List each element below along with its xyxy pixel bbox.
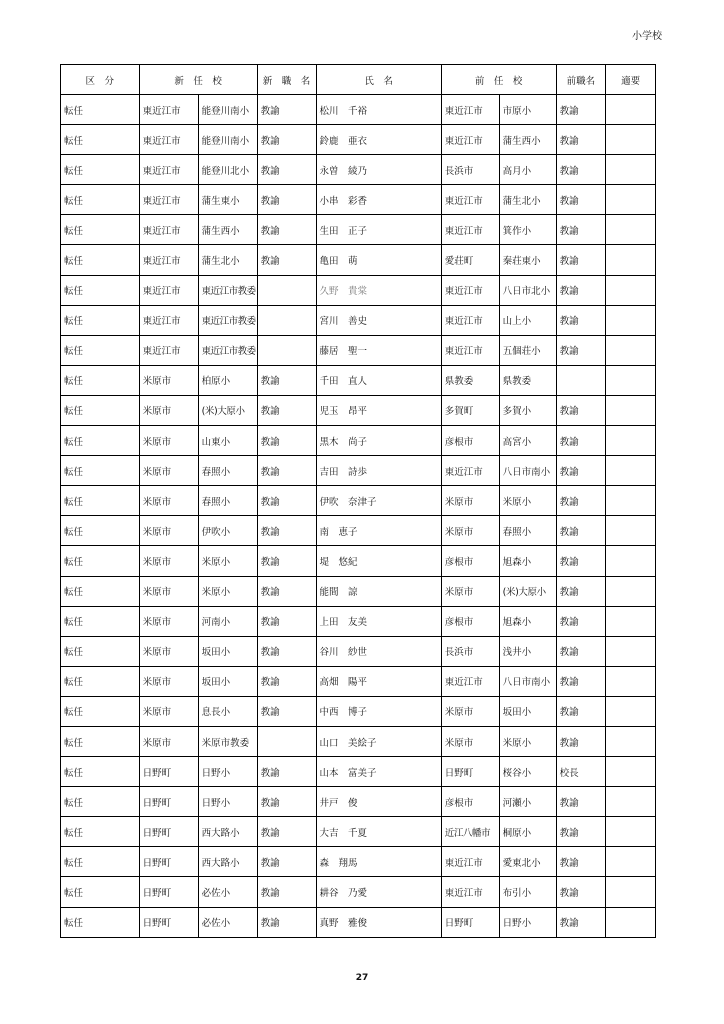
table-row [61,395,656,425]
cell-new-city: 米原市 [139,486,198,516]
cell-kubun: 転任 [61,757,140,787]
table-row [61,486,656,516]
cell-prev-post: 教諭 [556,516,606,546]
cell-prev-post: 教諭 [556,636,606,666]
cell-prev-city: 東近江市 [441,215,499,245]
cell-new-post: 教諭 [257,606,316,636]
cell-prev-city: 長浜市 [441,636,499,666]
cell-new-school: 西大路小 [198,847,257,877]
cell-new-post: 教諭 [257,666,316,696]
header-prev-post: 前職名 [556,65,606,95]
cell-new-post [257,305,316,335]
cell-kubun: 転任 [61,877,140,907]
cell-prev-city: 東近江市 [441,335,499,365]
cell-prev-post: 教諭 [556,215,606,245]
cell-note [606,486,656,516]
cell-prev-post: 教諭 [556,426,606,456]
cell-prev-school: 箕作小 [499,215,556,245]
cell-new-post: 教諭 [257,95,316,125]
cell-new-city: 米原市 [139,395,198,425]
cell-prev-city: 多賀町 [441,395,499,425]
cell-new-city: 東近江市 [139,305,198,335]
cell-name: 能間 諒 [316,576,441,606]
cell-note [606,696,656,726]
table-header-row [61,65,656,95]
cell-name: 鈴鹿 亜衣 [316,125,441,155]
cell-prev-post: 教諭 [556,847,606,877]
cell-new-school: 蒲生西小 [198,215,257,245]
cell-prev-post: 教諭 [556,185,606,215]
cell-prev-school: 山上小 [499,305,556,335]
cell-name: 黒木 尚子 [316,426,441,456]
table-row [61,817,656,847]
cell-prev-school: 八日市南小 [499,666,556,696]
cell-note [606,666,656,696]
cell-name: 高畑 陽平 [316,666,441,696]
cell-new-post: 教諭 [257,365,316,395]
cell-note [606,245,656,275]
cell-prev-city: 米原市 [441,486,499,516]
cell-new-city: 日野町 [139,787,198,817]
cell-name: 井戸 俊 [316,787,441,817]
header-note: 適要 [606,65,656,95]
table-row [61,877,656,907]
cell-kubun: 転任 [61,365,140,395]
cell-prev-city: 彦根市 [441,426,499,456]
cell-name: 山本 富美子 [316,757,441,787]
cell-kubun: 転任 [61,726,140,756]
cell-prev-city: 米原市 [441,696,499,726]
cell-new-post: 教諭 [257,516,316,546]
table-row [61,185,656,215]
cell-new-post: 教諭 [257,456,316,486]
cell-new-school: 蒲生東小 [198,185,257,215]
header-kubun: 区 分 [61,65,140,95]
cell-new-city: 米原市 [139,546,198,576]
cell-note [606,576,656,606]
cell-note [606,847,656,877]
cell-note [606,907,656,937]
cell-kubun: 転任 [61,215,140,245]
cell-new-school: 山東小 [198,426,257,456]
cell-new-city: 日野町 [139,907,198,937]
cell-new-city: 米原市 [139,516,198,546]
cell-note [606,636,656,666]
cell-kubun: 転任 [61,245,140,275]
cell-note [606,877,656,907]
cell-prev-post: 教諭 [556,907,606,937]
cell-name: 中西 博子 [316,696,441,726]
cell-prev-school: 河瀬小 [499,787,556,817]
cell-prev-post: 教諭 [556,155,606,185]
cell-prev-school: 高宮小 [499,426,556,456]
cell-new-school: 東近江市教委 [198,305,257,335]
cell-new-post: 教諭 [257,696,316,726]
table-row [61,546,656,576]
table-row [61,426,656,456]
table-row [61,907,656,937]
cell-new-post: 教諭 [257,817,316,847]
cell-new-post [257,335,316,365]
cell-name: 生田 正子 [316,215,441,245]
cell-prev-school: 五個荘小 [499,335,556,365]
cell-prev-post: 教諭 [556,696,606,726]
cell-prev-city: 東近江市 [441,847,499,877]
cell-new-school: 柏原小 [198,365,257,395]
cell-prev-city: 愛荘町 [441,245,499,275]
cell-new-post [257,726,316,756]
cell-name: 宮川 善史 [316,305,441,335]
cell-new-city: 日野町 [139,757,198,787]
cell-new-post: 教諭 [257,426,316,456]
cell-kubun: 転任 [61,847,140,877]
header-prev-school: 前 任 校 [441,65,556,95]
cell-new-city: 東近江市 [139,185,198,215]
cell-prev-school: 旭森小 [499,606,556,636]
cell-new-post: 教諭 [257,787,316,817]
table-row [61,245,656,275]
cell-kubun: 転任 [61,516,140,546]
cell-kubun: 転任 [61,666,140,696]
cell-new-school: 日野小 [198,757,257,787]
cell-prev-post: 教諭 [556,395,606,425]
cell-name: 亀田 萌 [316,245,441,275]
cell-prev-city: 日野町 [441,907,499,937]
table-row [61,95,656,125]
table-row [61,696,656,726]
cell-name: 児玉 昂平 [316,395,441,425]
cell-prev-school: 米原小 [499,726,556,756]
cell-prev-school: 市原小 [499,95,556,125]
cell-name: 吉田 詩歩 [316,456,441,486]
cell-prev-school: 坂田小 [499,696,556,726]
cell-prev-school: 蒲生西小 [499,125,556,155]
cell-new-school: 坂田小 [198,666,257,696]
cell-name: 森 翔馬 [316,847,441,877]
cell-note [606,215,656,245]
cell-prev-city: 彦根市 [441,787,499,817]
cell-kubun: 転任 [61,305,140,335]
header-new-school: 新 任 校 [139,65,257,95]
cell-note [606,787,656,817]
cell-prev-post: 教諭 [556,245,606,275]
cell-kubun: 転任 [61,546,140,576]
cell-prev-school: 日野小 [499,907,556,937]
cell-prev-post: 教諭 [556,275,606,305]
cell-prev-city: 東近江市 [441,877,499,907]
cell-kubun: 転任 [61,185,140,215]
cell-new-city: 米原市 [139,426,198,456]
cell-note [606,606,656,636]
table-row [61,666,656,696]
header-name: 氏 名 [316,65,441,95]
cell-new-school: 米原小 [198,576,257,606]
cell-name: 上田 友美 [316,606,441,636]
table-row [61,275,656,305]
cell-prev-school: 春照小 [499,516,556,546]
cell-new-city: 東近江市 [139,95,198,125]
cell-new-post: 教諭 [257,636,316,666]
cell-name: 久野 貴棠 [316,275,441,305]
cell-name: 谷川 紗世 [316,636,441,666]
cell-new-post: 教諭 [257,486,316,516]
cell-new-city: 東近江市 [139,275,198,305]
cell-name: 真野 雅俊 [316,907,441,937]
cell-prev-school: 八日市南小 [499,456,556,486]
cell-prev-post: 教諭 [556,877,606,907]
cell-new-city: 米原市 [139,666,198,696]
cell-new-city: 米原市 [139,456,198,486]
cell-new-school: (米)大原小 [198,395,257,425]
cell-prev-school: 愛東北小 [499,847,556,877]
cell-note [606,516,656,546]
cell-new-post: 教諭 [257,215,316,245]
cell-new-city: 米原市 [139,365,198,395]
cell-name: 伊吹 奈津子 [316,486,441,516]
cell-prev-post: 教諭 [556,576,606,606]
table-row [61,516,656,546]
cell-prev-city: 東近江市 [441,125,499,155]
cell-note [606,546,656,576]
table-row [61,125,656,155]
cell-name: 藤居 聖一 [316,335,441,365]
cell-new-city: 東近江市 [139,125,198,155]
cell-prev-school: 布引小 [499,877,556,907]
cell-new-school: 能登川南小 [198,125,257,155]
cell-prev-post: 教諭 [556,817,606,847]
cell-new-post: 教諭 [257,185,316,215]
document-category-label: 小学校 [632,31,662,42]
cell-prev-post: 教諭 [556,456,606,486]
cell-note [606,275,656,305]
cell-new-school: 河南小 [198,606,257,636]
cell-new-school: 蒲生北小 [198,245,257,275]
cell-new-post: 教諭 [257,155,316,185]
cell-new-city: 東近江市 [139,335,198,365]
cell-new-school: 米原小 [198,546,257,576]
cell-prev-city: 日野町 [441,757,499,787]
cell-prev-city: 米原市 [441,726,499,756]
cell-prev-city: 東近江市 [441,305,499,335]
table-row [61,576,656,606]
cell-new-post: 教諭 [257,576,316,606]
cell-new-post: 教諭 [257,546,316,576]
cell-prev-post: 校長 [556,757,606,787]
cell-new-city: 日野町 [139,877,198,907]
cell-kubun: 転任 [61,576,140,606]
cell-new-city: 東近江市 [139,245,198,275]
cell-name: 千田 直人 [316,365,441,395]
cell-new-school: 息長小 [198,696,257,726]
cell-prev-city: 県教委 [441,365,499,395]
table-body [61,95,656,938]
cell-kubun: 転任 [61,636,140,666]
cell-prev-school: 桜谷小 [499,757,556,787]
cell-note [606,155,656,185]
cell-new-city: 日野町 [139,817,198,847]
cell-new-city: 米原市 [139,696,198,726]
cell-kubun: 転任 [61,95,140,125]
table-row [61,456,656,486]
cell-new-school: 東近江市教委 [198,275,257,305]
cell-prev-post: 教諭 [556,606,606,636]
cell-prev-post [556,365,606,395]
cell-prev-school: 旭森小 [499,546,556,576]
cell-prev-school: 浅井小 [499,636,556,666]
cell-prev-post: 教諭 [556,305,606,335]
table-row [61,606,656,636]
cell-note [606,335,656,365]
cell-new-school: 米原市教委 [198,726,257,756]
table-row [61,787,656,817]
cell-new-post [257,275,316,305]
table-row [61,305,656,335]
table-row [61,365,656,395]
cell-new-school: 伊吹小 [198,516,257,546]
cell-note [606,365,656,395]
cell-new-school: 必佐小 [198,907,257,937]
cell-prev-school: (米)大原小 [499,576,556,606]
cell-prev-post: 教諭 [556,125,606,155]
cell-prev-school: 桐原小 [499,817,556,847]
cell-kubun: 転任 [61,486,140,516]
cell-prev-school: 八日市北小 [499,275,556,305]
cell-prev-city: 東近江市 [441,95,499,125]
cell-new-school: 必佐小 [198,877,257,907]
cell-prev-school: 秦荘東小 [499,245,556,275]
table-row [61,335,656,365]
cell-name: 大吉 千夏 [316,817,441,847]
cell-kubun: 転任 [61,907,140,937]
table-row [61,726,656,756]
cell-new-post: 教諭 [257,907,316,937]
cell-prev-city: 東近江市 [441,666,499,696]
cell-kubun: 転任 [61,395,140,425]
cell-prev-city: 米原市 [441,576,499,606]
cell-note [606,125,656,155]
cell-kubun: 転任 [61,456,140,486]
cell-prev-city: 長浜市 [441,155,499,185]
cell-name: 小串 彩香 [316,185,441,215]
cell-note [606,185,656,215]
personnel-transfer-table [60,64,656,938]
cell-new-city: 米原市 [139,576,198,606]
cell-name: 南 恵子 [316,516,441,546]
cell-new-post: 教諭 [257,847,316,877]
table-row [61,155,656,185]
cell-prev-post: 教諭 [556,335,606,365]
cell-new-school: 日野小 [198,787,257,817]
cell-prev-post: 教諭 [556,486,606,516]
cell-new-post: 教諭 [257,245,316,275]
cell-new-school: 坂田小 [198,636,257,666]
cell-prev-post: 教諭 [556,95,606,125]
cell-prev-post: 教諭 [556,787,606,817]
cell-name: 耕谷 乃愛 [316,877,441,907]
cell-prev-school: 蒲生北小 [499,185,556,215]
cell-kubun: 転任 [61,426,140,456]
cell-prev-city: 彦根市 [441,546,499,576]
cell-note [606,395,656,425]
cell-new-school: 西大路小 [198,817,257,847]
cell-new-post: 教諭 [257,877,316,907]
cell-prev-school: 高月小 [499,155,556,185]
cell-new-city: 米原市 [139,726,198,756]
cell-name: 山口 美絵子 [316,726,441,756]
cell-note [606,305,656,335]
cell-new-school: 能登川北小 [198,155,257,185]
cell-note [606,817,656,847]
cell-new-city: 米原市 [139,636,198,666]
cell-kubun: 転任 [61,335,140,365]
cell-kubun: 転任 [61,275,140,305]
cell-prev-city: 近江八幡市 [441,817,499,847]
cell-prev-post: 教諭 [556,666,606,696]
cell-prev-school: 県教委 [499,365,556,395]
cell-prev-city: 東近江市 [441,185,499,215]
cell-new-city: 東近江市 [139,215,198,245]
cell-kubun: 転任 [61,696,140,726]
cell-new-school: 東近江市教委 [198,335,257,365]
cell-kubun: 転任 [61,155,140,185]
cell-note [606,456,656,486]
cell-new-post: 教諭 [257,757,316,787]
cell-note [606,757,656,787]
cell-prev-city: 米原市 [441,516,499,546]
cell-prev-school: 米原小 [499,486,556,516]
cell-new-city: 日野町 [139,847,198,877]
cell-kubun: 転任 [61,606,140,636]
cell-new-school: 春照小 [198,486,257,516]
cell-kubun: 転任 [61,125,140,155]
table-row [61,215,656,245]
cell-name: 永曽 綾乃 [316,155,441,185]
cell-name: 松川 千裕 [316,95,441,125]
table-row [61,757,656,787]
table-row [61,636,656,666]
cell-note [606,426,656,456]
cell-prev-school: 多賀小 [499,395,556,425]
cell-note [606,95,656,125]
cell-prev-post: 教諭 [556,546,606,576]
cell-prev-city: 彦根市 [441,606,499,636]
page-number: 27 [355,973,369,983]
cell-new-city: 東近江市 [139,155,198,185]
cell-new-school: 能登川南小 [198,95,257,125]
table-row [61,847,656,877]
cell-new-school: 春照小 [198,456,257,486]
cell-name: 堤 悠紀 [316,546,441,576]
cell-new-post: 教諭 [257,395,316,425]
cell-new-city: 米原市 [139,606,198,636]
cell-new-post: 教諭 [257,125,316,155]
cell-prev-city: 東近江市 [441,456,499,486]
cell-prev-city: 東近江市 [441,275,499,305]
cell-note [606,726,656,756]
cell-prev-post: 教諭 [556,726,606,756]
cell-kubun: 転任 [61,787,140,817]
header-new-post: 新 職 名 [257,65,316,95]
cell-kubun: 転任 [61,817,140,847]
